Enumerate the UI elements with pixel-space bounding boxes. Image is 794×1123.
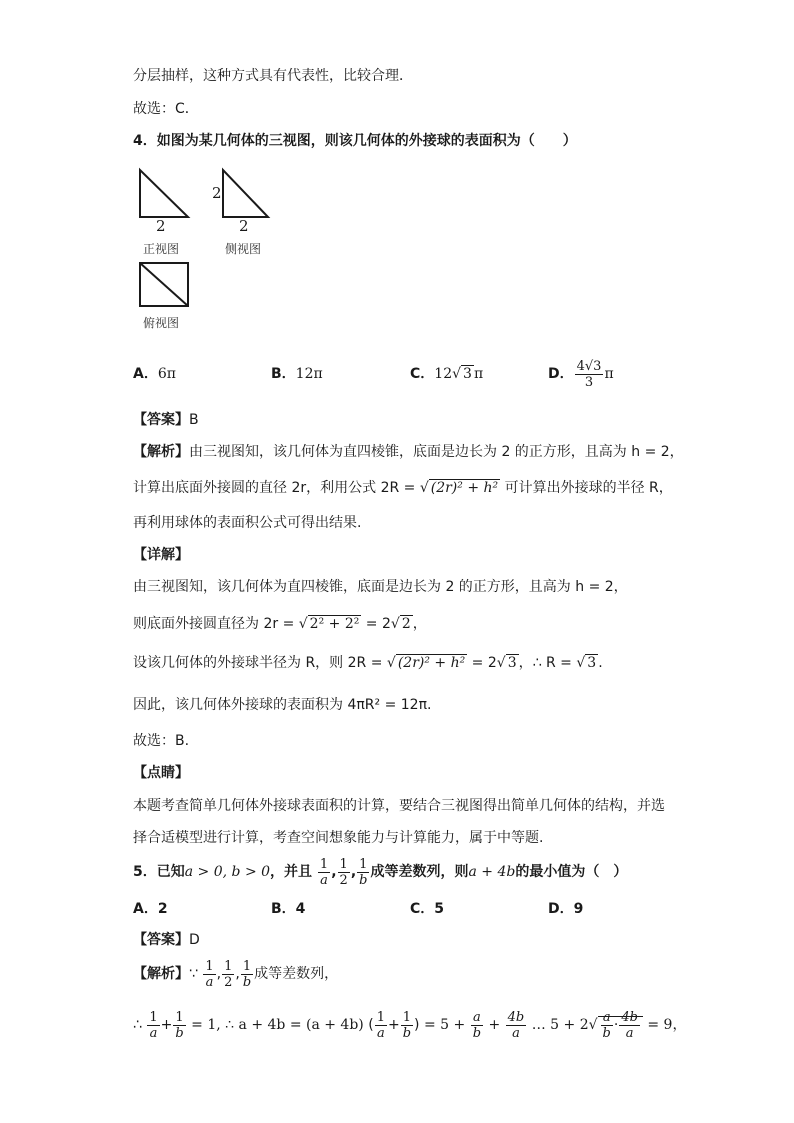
analysis-4-line-2: 计算出底面外接圆的直径 2r，利用公式 2R = √ (2r)² + h² 可计算出外接球的半径 R， <box>133 480 673 496</box>
detail-4-heading: 【详解】 <box>133 547 189 563</box>
front-base-label: 2 <box>156 217 166 235</box>
top-view-diagonal <box>140 263 188 306</box>
side-view-triangle <box>223 170 268 217</box>
option-c: C．5 <box>410 901 445 917</box>
question-4-stem: 4．如图为某几何体的三视图，则该几何体的外接球的表面积为（ ） <box>133 133 577 149</box>
detail-4-line-4: 因此，该几何体外接球的表面积为 4πR² = 12π. <box>133 697 432 713</box>
option-c: C．12√ 3 π <box>410 366 484 382</box>
answer-5: 【答案】D <box>133 932 200 948</box>
point-4-line-1: 本题考查简单几何体外接球表面积的计算，要结合三视图得出简单几何体的结构，并选 <box>133 798 665 814</box>
analysis-5-line-2: ∴ $\frac{1}{a}$ + $\frac{1}{b}$ = 1, ∴ a + 4b = (a + 4b) ( $\frac{1}{a}$ + $\frac{1}{b}$ ) = 5 + $\frac{a}{b}$ + $\frac{4b}{a}$ … 5 + 2√ $\frac{a}{b}$ · $\frac{4b}{a}$ = 9， <box>133 1009 687 1041</box>
answer-4: 【答案】B <box>133 412 199 428</box>
front-view-triangle <box>140 170 188 217</box>
detail-4-line-2: 则底面外接圆直径为 2r = √ 2² + 2² = 2√ 2 ， <box>133 616 427 632</box>
point-4-line-2: 择合适模型进行计算，考查空间想象能力与计算能力，属于中等题. <box>133 830 544 846</box>
detail-4-line-3: 设该几何体的外接球半径为 R，则 2R = √ (2r)² + h² = 2√ 3 ，∴ R = √ 3 . <box>133 655 603 671</box>
option-a: A．2 <box>133 901 168 917</box>
front-view-caption: 正视图 <box>143 242 180 256</box>
text-line: 分层抽样，这种方式具有代表性，比较合理． <box>133 68 413 84</box>
analysis-4-line-3: 再利用球体的表面积公式可得出结果. <box>133 515 362 531</box>
option-a: A．6π <box>133 366 176 382</box>
side-base-label: 2 <box>239 217 249 235</box>
option-b: B．4 <box>271 901 306 917</box>
side-height-label: 2 <box>212 184 222 202</box>
text-line: 故选：C． <box>133 101 199 117</box>
option-d: D． $\frac{4√3}{3}$ π <box>548 358 614 390</box>
detail-4-line-5: 故选：B. <box>133 733 190 749</box>
question-5-stem: 5．已知a > 0, b > 0，并且 $\frac{1}{a}$ , $\frac{1}{2}$ , $\frac{1}{b}$ 成等差数列，则a + 4b的最小值为（ ） <box>133 856 628 888</box>
point-4-heading: 【点睛】 <box>133 765 189 781</box>
side-view-caption: 侧视图 <box>225 242 262 256</box>
option-d: D．9 <box>548 901 584 917</box>
analysis-5-line-1: 【解析】∵ $\frac{1}{a}$ , $\frac{1}{2}$ , $\frac{1}{b}$ 成等差数列， <box>133 958 339 990</box>
top-view-caption: 俯视图 <box>143 316 180 330</box>
analysis-4-line-1: 【解析】由三视图知，该几何体为直四棱锥，底面是边长为 2 的正方形，且高为 h = 2， <box>133 444 684 460</box>
option-b: B．12π <box>271 366 323 382</box>
detail-4-line-1: 由三视图知，该几何体为直四棱锥，底面是边长为 2 的正方形，且高为 h = 2， <box>133 579 628 595</box>
